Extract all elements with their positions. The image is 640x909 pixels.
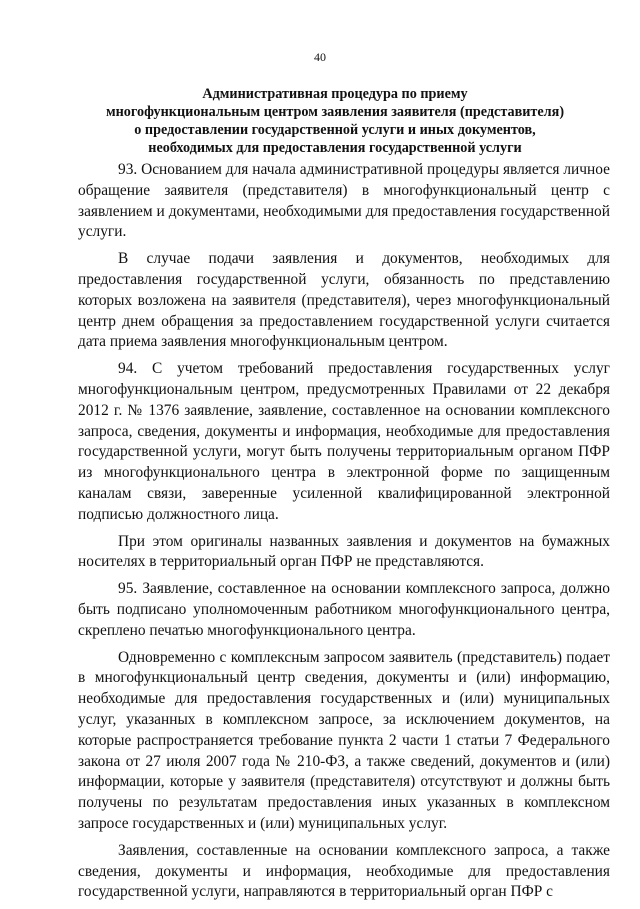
paragraph-93: 93. Основанием для начала административной процедуры является личное обращение заявителя (представителя) в многофункциональный центр с заявлением и документами, необходимыми для предоставления государственной услуги. — [78, 161, 610, 241]
title-line: многофункциональным центром заявления заявителя (представителя) — [105, 104, 565, 120]
paragraph-95: 95. Заявление, составленное на основании комплексного запроса, должно быть подписано уполномоченным работником многофункционального центра, скреплено печатью многофункционального центра. — [78, 580, 610, 639]
paragraph-94-originals: При этом оригиналы названных заявления и документов на бумажных носителях в территориальный орган ПФР не представляются. — [78, 532, 610, 571]
paragraph-93-filing-date: В случае подачи заявления и документов, необходимых для предоставления государственной услуги, обязанность по представлению которых возложена на заявителя (представителя), через многофункциональный центр днем обращения за предоставлением государственной услуги считается дата приема заявления многофункциональным центром. — [78, 250, 610, 351]
section-title — [70, 85, 600, 157]
paragraph-95-applications: Заявления, составленные на основании комплексного запроса, а также сведения, документы и информация, необходимые для предоставления государственной услуги, направляются в территориальный орган ПФР с — [78, 841, 610, 901]
body-text — [78, 160, 610, 909]
title-line: о предоставлении государственной услуги и иных документов, — [134, 122, 536, 138]
paragraph-95-simultaneous: Одновременно с комплексным запросом заявитель (представитель) подает в многофункциональный центр сведения, документы и (или) информацию, необходимые для предоставления государственных и (или) муниципальных услуг, указанных в комплексном запросе, за исключением документов, на которые распространяется требование пункта 2 части 1 статьи 7 Федерального закона от 27 июля 2007 года № 210-ФЗ, а также сведений, документов и (или) информации, которые у заявителя (представителя) отсутствуют и должны быть получены по результатам предоставления иных указанных в комплексном запросе государственных и (или) муниципальных услуг. — [78, 648, 610, 832]
title-line: необходимых для предоставления государственной услуги — [148, 140, 522, 156]
paragraph-94: 94. С учетом требований предоставления государственных услуг многофункциональным центром, предусмотренных Правилами от 22 декабря 2012 г. № 1376 заявление, заявление, составленное на основании комплексного запроса, сведения, документы и информация, необходимые для предоставления государственной услуги, могут быть получены территориальным органом ПФР из многофункционального центра в электронной форме по защищенным каналам связи, заверенные усиленной квалифицированной электронной подписью должностного лица. — [78, 360, 610, 523]
title-line: Административная процедура по приему — [202, 86, 468, 102]
page-number: 40 — [314, 50, 326, 64]
